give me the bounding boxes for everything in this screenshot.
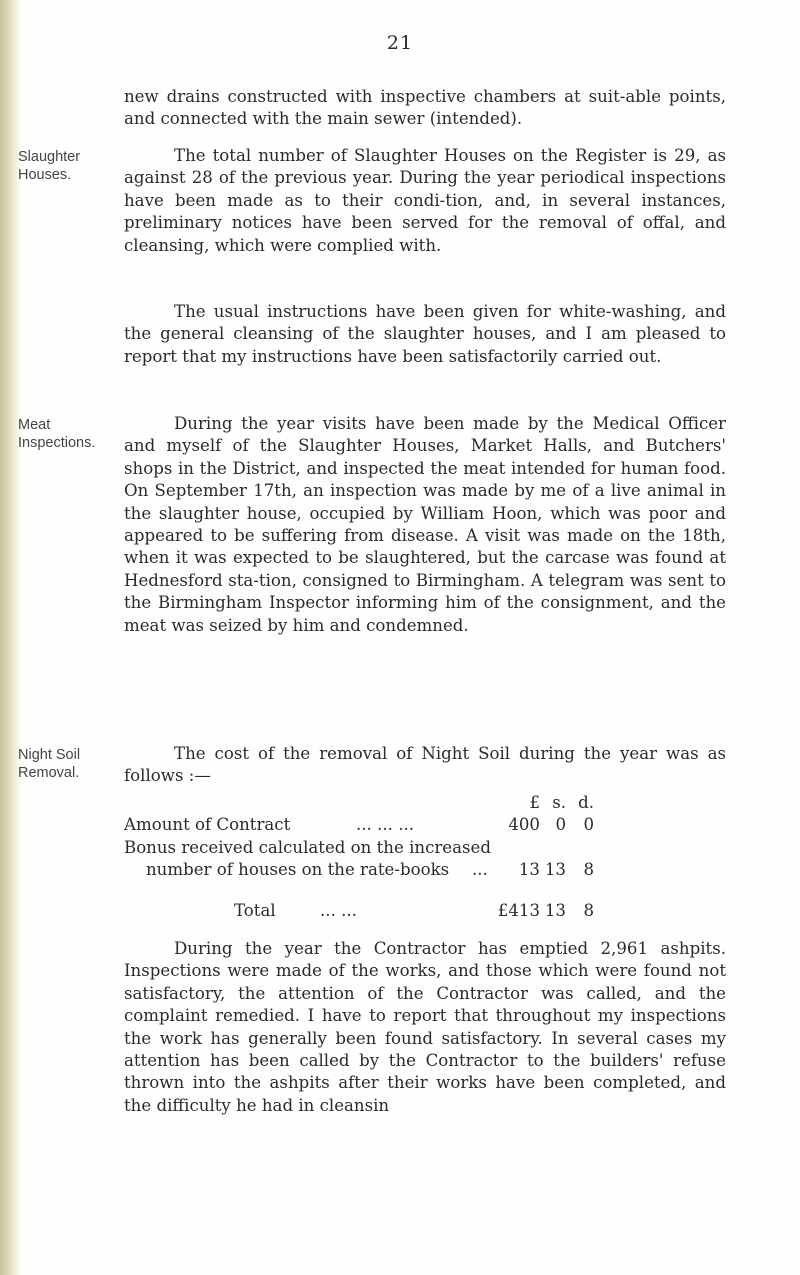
total-amount [496,900,594,922]
row-label-bonus: Bonus received calculated on the increased [124,837,491,857]
paragraph-slaughter-houses-cleansing: The usual instructions have been given for white-washing, and the general cleansing of the slaughter houses, and I am pleased to report that my instructions have been satisfactorily carried out. [124,302,726,366]
total-leader: ... ... [320,900,357,920]
night-soil-cost-table [124,792,726,922]
page-number: 21 [386,32,414,54]
amount-shillings: 13 [544,860,566,880]
row-leader: ... ... ... [356,815,415,835]
amount-pence: 0 [583,815,594,835]
page-edge-shadow [0,0,22,1275]
total-shillings: 13 [544,900,566,920]
table-row [124,814,726,836]
paragraph-ashpits: During the year the Contractor has emptied 2,961 ashpits. Inspections were made of the works, and those which were found not satisfactory, the attention of the Contractor was called, and the complaint remedied. I have to report that throughout my inspections the work has generally been found satisfactory. In several cases my attention has been called by the Contractor to the builders' refuse thrown into the ashpits after their works have been completed, and the difficulty he had in cleansin [124,939,726,1115]
paragraph-night-soil-intro: The cost of the removal of Night Soil during the year was as follows :— [124,744,726,786]
header-shillings: s. [552,793,566,812]
currency-header [496,792,594,814]
margin-note-text: Slaughter Houses. [18,149,81,183]
header-pence: d. [578,793,594,812]
table-row [124,859,726,881]
row-label-bonus-continued: number of houses on the rate-books [146,860,450,880]
row-label-contract: Amount of Contract [124,815,291,835]
margin-note-meat-inspections [18,416,110,452]
total-pounds: £413 [497,900,540,920]
table-row [124,837,726,859]
total-pence: 8 [583,900,594,920]
margin-note-slaughter-houses [18,148,110,184]
paragraph-meat-inspections: During the year visits have been made by the Medical Officer and myself of the Slaughter Houses, Market Halls, and Butchers' shops in the District, and inspected the meat intended for human food. On September 17th, an inspection was made by me of a live animal in the slaughter house, occupied by William Hoon, which was poor and appeared to be suffering from disease. A visit was made on the 18th, when it was expected to be slaughtered, but the carcase was found at Hednesford sta-tion, consigned to Birmingham. A telegram was sent to the Birmingham Inspector informing him of the consignment, and the meat was seized by him and condemned. [124,414,726,635]
margin-note-text: Night Soil Removal. [18,747,81,781]
row-leader: ... [472,860,488,880]
currency-header-row [124,792,726,814]
margin-note-text: Meat Inspections. [18,417,96,451]
total-label: Total [234,900,276,920]
row-amount [496,814,594,836]
row-amount [496,859,594,881]
header-pounds: £ [529,793,540,812]
paragraph-slaughter-houses-register: The total number of Slaughter Houses on the Register is 29, as against 28 of the previous year. During the year periodical inspections have been made as to their condi-tion, and, in several instances, preliminary notices have been served for the removal of offal, and cleansing, which were complied with. [124,146,726,255]
amount-shillings: 0 [555,815,566,835]
amount-pence: 8 [583,860,594,880]
amount-pounds: 400 [508,815,540,835]
amount-pounds: 13 [518,860,540,880]
margin-note-night-soil-removal [18,746,110,782]
total-row [124,900,726,922]
paragraph-intro-continuation: new drains constructed with inspective chambers at suit-able points, and connected with the main sewer (intended). [124,87,726,129]
